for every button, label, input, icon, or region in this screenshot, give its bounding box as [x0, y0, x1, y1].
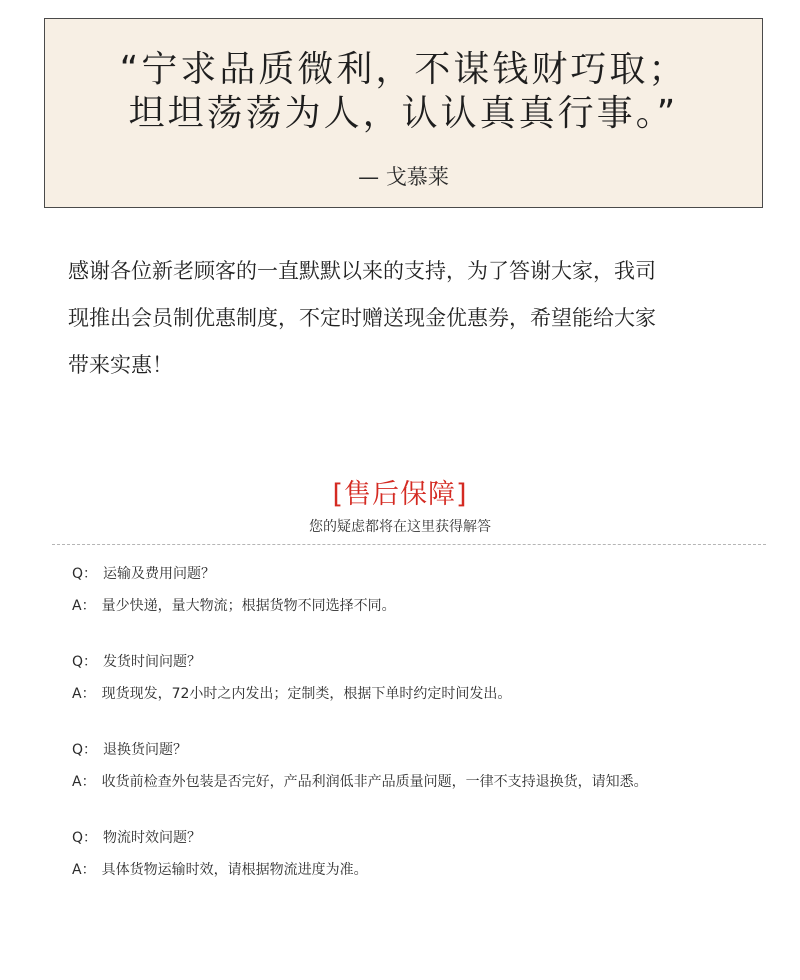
dashed-divider	[52, 544, 766, 545]
faq-answer	[72, 683, 772, 705]
faq-item	[72, 651, 772, 739]
quote-line-2: 坦坦荡荡为人，认认真真行事。”	[128, 93, 679, 134]
quote-box	[44, 18, 763, 208]
faq-item	[72, 563, 772, 651]
faq-question	[72, 563, 772, 585]
question-text: 退换货问题？	[103, 742, 188, 758]
answer-prefix: A：	[72, 598, 96, 614]
faq-question	[72, 739, 772, 761]
faq-answer	[72, 595, 772, 617]
quote-line-1: “宁求品质微利，不谋钱财巧取；	[119, 49, 688, 90]
faq-question	[72, 827, 772, 849]
faq-question	[72, 651, 772, 673]
after-sales-title: [售后保障]	[332, 479, 468, 510]
question-text: 发货时间问题？	[103, 654, 202, 670]
intro-line: 感谢各位新老顾客的一直默默以来的支持，为了答谢大家，我司	[68, 259, 656, 283]
question-text: 运输及费用问题？	[103, 566, 216, 582]
answer-prefix: A：	[72, 686, 96, 702]
faq-item	[72, 827, 772, 915]
intro-line: 现推出会员制优惠制度，不定时赠送现金优惠券，希望能给大家	[68, 306, 656, 330]
answer-text: 收货前检查外包装是否完好，产品利润低非产品质量问题，一律不支持退换货，请知悉。	[101, 774, 648, 790]
answer-text: 现货现发，72小时之内发出；定制类，根据下单时约定时间发出。	[101, 686, 512, 702]
question-prefix: Q：	[72, 654, 98, 670]
quote-author: — 戈慕莱	[358, 165, 449, 189]
intro-line: 带来实惠！	[68, 353, 173, 377]
answer-prefix: A：	[72, 774, 96, 790]
question-prefix: Q：	[72, 830, 98, 846]
faq-item	[72, 739, 772, 827]
faq-list	[72, 563, 772, 915]
question-text: 物流时效问题？	[103, 830, 202, 846]
after-sales-subtitle: 您的疑虑都将在这里获得解答	[309, 519, 491, 535]
faq-answer	[72, 771, 772, 793]
answer-text: 具体货物运输时效，请根据物流进度为准。	[101, 862, 368, 878]
question-prefix: Q：	[72, 742, 98, 758]
intro-paragraph	[68, 248, 768, 389]
question-prefix: Q：	[72, 566, 98, 582]
answer-text: 量少快递，量大物流；根据货物不同选择不同。	[101, 598, 396, 614]
faq-answer	[72, 859, 772, 881]
answer-prefix: A：	[72, 862, 96, 878]
